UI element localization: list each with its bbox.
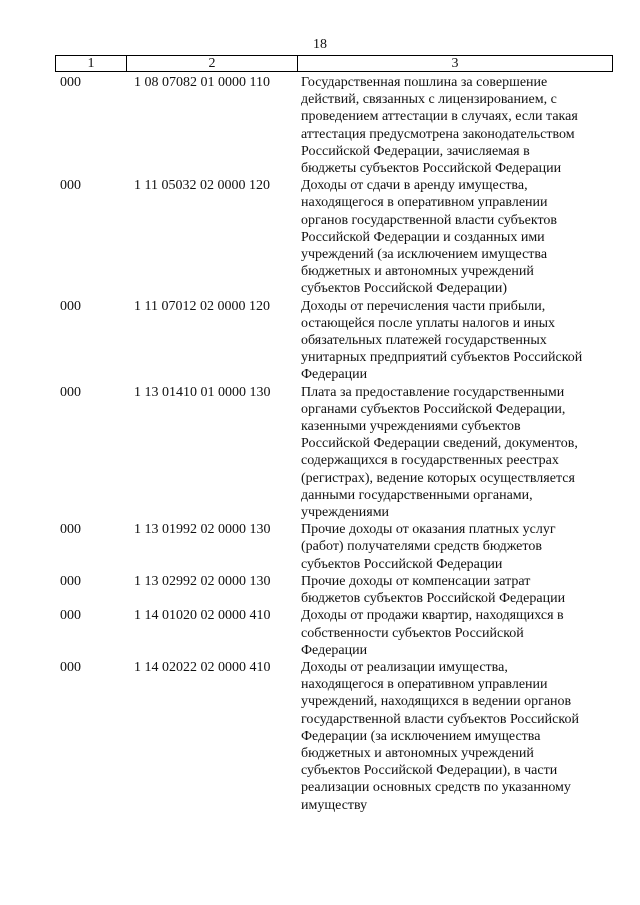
description-line: Прочие доходы от компенсации затрат (301, 573, 531, 589)
description-line: учреждениями (301, 505, 390, 521)
description-line: Российской Федерации и созданных ими (301, 229, 545, 245)
description-line: Федерации (за исключением имущества (301, 728, 541, 744)
description-line: бюджетных и автономных учреждений (301, 745, 534, 761)
budget-classification-code-cell: 1 14 02022 02 0000 410 (134, 659, 271, 675)
budget-classification-code-cell: 1 11 07012 02 0000 120 (134, 298, 270, 314)
header-col-3: 3 (451, 56, 459, 71)
description-line: органами субъектов Российской Федерации, (301, 401, 566, 417)
description-line: Федерации (301, 642, 368, 658)
budget-classification-code-cell: 1 13 01992 02 0000 130 (134, 522, 271, 538)
admin-code-cell: 000 (60, 659, 81, 675)
admin-code-cell: 000 (60, 522, 81, 538)
header-col-2: 2 (127, 56, 298, 71)
table-row (57, 521, 617, 573)
budget-classification-code-cell: 1 13 02992 02 0000 130 (134, 573, 271, 589)
budget-classification-code-cell: 1 13 01410 01 0000 130 (134, 384, 271, 400)
admin-code-cell: 000 (60, 298, 81, 314)
revenue-description-cell (301, 177, 615, 297)
revenue-description-cell (301, 298, 615, 384)
description-line: действий, связанных с лицензированием, с (301, 92, 557, 108)
description-line: бюджетов субъектов Российской Федерации (301, 591, 566, 607)
description-line: Государственная пошлина за совершение (301, 75, 548, 90)
table-row (57, 573, 617, 607)
revenue-description-cell (301, 573, 615, 607)
admin-code-cell: 000 (60, 75, 81, 90)
description-line: Плата за предоставление государственными (301, 384, 565, 400)
page-number: 18 (313, 37, 327, 52)
table-row (57, 384, 617, 522)
description-line: Прочие доходы от оказания платных услуг (301, 522, 556, 538)
description-line: бюджеты субъектов Российской Федерации (301, 161, 562, 177)
description-line: Доходы от перечисления части прибыли, (301, 298, 546, 314)
description-line: содержащихся в государственных реестрах (301, 453, 559, 469)
description-line: остающейся после уплаты налогов и иных (301, 315, 555, 331)
header-col-1: 1 (56, 56, 127, 71)
description-line: органов государственной власти субъектов (301, 212, 558, 228)
budget-classification-code-cell: 1 08 07082 01 0000 110 (134, 75, 270, 90)
table-body (57, 74, 617, 814)
description-line: Федерации (301, 367, 368, 383)
admin-code-cell: 000 (60, 384, 81, 400)
revenue-description-cell (301, 659, 615, 814)
description-line: собственности субъектов Российской (301, 625, 524, 641)
description-line: субъектов Российской Федерации) (301, 281, 508, 297)
description-line: бюджетных и автономных учреждений (301, 264, 534, 280)
table-row (57, 659, 617, 814)
description-line: унитарных предприятий субъектов Российской (301, 350, 583, 366)
revenue-description-cell (301, 74, 615, 177)
revenue-description-cell (301, 607, 615, 659)
description-line: (работ) получателями средств бюджетов (301, 539, 542, 555)
description-line: находящегося в оперативном управлении (301, 195, 548, 211)
table-header (55, 55, 613, 72)
description-line: аттестация предусмотрена законодательством (301, 126, 575, 142)
description-line: обязательных платежей государственных (301, 333, 547, 349)
description-line: находящегося в оперативном управлении (301, 677, 548, 693)
description-line: Российской Федерации, зачисляемая в (301, 143, 530, 159)
description-line: учреждений, находящихся в ведении органов (301, 694, 572, 710)
budget-classification-code-cell: 1 11 05032 02 0000 120 (134, 178, 270, 194)
admin-code-cell: 000 (60, 608, 81, 624)
admin-code-cell: 000 (60, 573, 81, 589)
description-line: (регистрах), ведение которых осуществляется (301, 470, 575, 486)
description-line: Российской Федерации сведений, документов, (301, 436, 578, 452)
budget-classification-code-cell: 1 14 01020 02 0000 410 (134, 608, 271, 624)
description-line: казенными учреждениями субъектов (301, 419, 521, 435)
table-row (57, 607, 617, 659)
description-line: имуществу (301, 797, 368, 813)
revenue-description-cell (301, 521, 615, 573)
description-line: данными государственными органами, (301, 487, 533, 503)
description-line: учреждений (за исключением имущества (301, 247, 548, 263)
description-line: Доходы от реализации имущества, (301, 659, 508, 675)
table-row (57, 177, 617, 297)
description-line: проведением аттестации в случаях, если такая (301, 109, 578, 125)
description-line: государственной власти субъектов Российской (301, 711, 579, 727)
description-line: Доходы от сдачи в аренду имущества, (301, 178, 528, 194)
revenue-description-cell (301, 384, 615, 522)
description-line: субъектов Российской Федерации (301, 556, 503, 572)
description-line: Доходы от продажи квартир, находящихся в (301, 608, 564, 624)
description-line: субъектов Российской Федерации), в части (301, 763, 558, 779)
description-line: реализации основных средств по указанному (301, 780, 571, 796)
table-row (57, 74, 617, 177)
admin-code-cell: 000 (60, 178, 81, 194)
table-row (57, 298, 617, 384)
